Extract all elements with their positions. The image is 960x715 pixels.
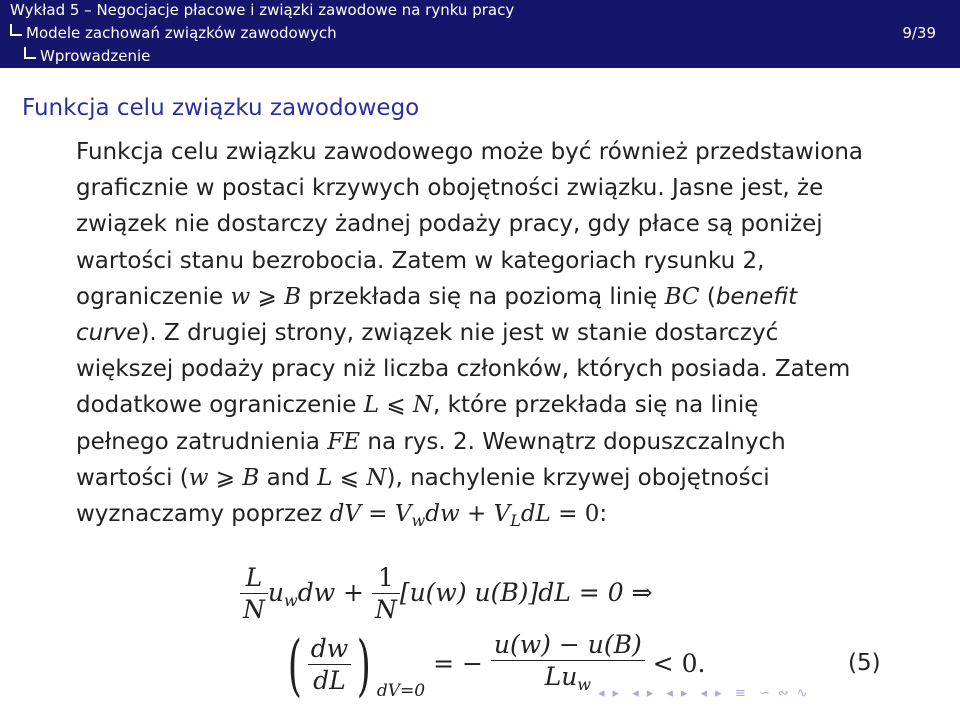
nav-next-subsection-icon[interactable]: ▸ bbox=[715, 686, 723, 701]
breadcrumb-subsection[interactable] bbox=[10, 46, 150, 66]
math-var: B bbox=[242, 464, 260, 491]
math-op: ⩽ bbox=[339, 464, 360, 491]
math-var: dL bbox=[520, 500, 551, 527]
math-op: = bbox=[361, 500, 395, 527]
nav-next-section-icon[interactable]: ▸ bbox=[680, 686, 689, 701]
text: ( bbox=[706, 283, 716, 310]
breadcrumb-hook-icon bbox=[24, 47, 36, 59]
math-op: = 0 bbox=[550, 500, 600, 527]
math-op: = − bbox=[433, 649, 483, 678]
text: na rys. 2. Wewnątrz dopuszczalnych bbox=[367, 428, 786, 455]
text: , które przekłada się na linię bbox=[433, 392, 759, 419]
math-var: FE bbox=[327, 428, 361, 455]
paragraph-line bbox=[76, 279, 946, 315]
body-paragraph bbox=[76, 134, 946, 532]
nav-prev-slide-icon[interactable]: ◂ bbox=[632, 686, 640, 701]
section-label: Modele zachowań związków zawodowych bbox=[26, 24, 337, 42]
math-var: w bbox=[188, 464, 209, 491]
nav-prev-frame-icon[interactable]: ◂ bbox=[598, 686, 606, 701]
math-op: ⩾ bbox=[215, 464, 236, 491]
text: większej podaży pracy niż liczba członków, których posiada. Zatem bbox=[76, 356, 851, 383]
fraction-numerator: 1 bbox=[377, 563, 394, 592]
text: związek nie dostarczy żadnej podaży pracy, gdy płace są poniżej bbox=[76, 211, 823, 238]
text: wyznaczamy poprzez bbox=[76, 500, 323, 527]
nav-search-icon[interactable]: ∾ bbox=[777, 686, 790, 701]
lecture-title: Wykład 5 – Negocjacje płacowe i związki zawodowe na rynku pracy bbox=[10, 1, 515, 19]
left-paren: ( bbox=[287, 626, 302, 704]
text: wartości ( bbox=[76, 464, 189, 491]
text: ), nachylenie krzywej obojętności bbox=[386, 464, 770, 491]
fraction-L-over-N bbox=[240, 563, 268, 626]
paragraph-line bbox=[76, 460, 946, 496]
breadcrumb-hook-icon bbox=[10, 24, 22, 36]
math-op: + bbox=[459, 500, 494, 527]
breadcrumb-section[interactable] bbox=[10, 23, 337, 43]
math-var: dV bbox=[329, 500, 361, 527]
math-subscript: L bbox=[510, 510, 521, 530]
math-var: N bbox=[366, 464, 387, 491]
paragraph-line bbox=[76, 243, 946, 279]
fraction-dw-over-dL bbox=[308, 634, 351, 697]
fraction-1-over-N bbox=[372, 563, 400, 626]
text: : bbox=[599, 500, 608, 527]
paragraph-line bbox=[76, 170, 946, 206]
math-expr: dw + bbox=[297, 578, 372, 607]
math-op: ⩽ bbox=[386, 392, 406, 419]
nav-outline-icon[interactable]: ≡ bbox=[734, 686, 747, 701]
text-italic: benefit bbox=[715, 283, 798, 310]
fraction-numerator: L bbox=[245, 563, 263, 592]
paragraph-line bbox=[76, 315, 946, 351]
paragraph-line bbox=[76, 206, 946, 242]
right-paren: ) bbox=[356, 626, 372, 704]
equation-line-1 bbox=[240, 563, 653, 626]
header-bar bbox=[0, 0, 960, 68]
text-italic: curve bbox=[76, 319, 141, 346]
paragraph-line bbox=[76, 351, 946, 387]
math-subscript: w bbox=[411, 510, 426, 530]
nav-forward-icon[interactable]: ∿ bbox=[796, 686, 809, 701]
fraction-denominator: N bbox=[372, 593, 400, 626]
text: dodatkowe ograniczenie bbox=[76, 392, 357, 419]
subsection-label: Wprowadzenie bbox=[40, 47, 151, 65]
math-subscript: w bbox=[283, 591, 298, 610]
fraction-denominator: N bbox=[240, 593, 268, 626]
math-subscript: w bbox=[577, 675, 591, 694]
text: Funkcja celu związku zawodowego może być również przedstawiona bbox=[76, 139, 863, 165]
paragraph-line bbox=[76, 134, 946, 170]
text: and bbox=[266, 464, 310, 491]
text: ). Z drugiej strony, związek nie jest w stanie dostarczyć bbox=[140, 319, 779, 346]
nav-back-icon[interactable]: ∽ bbox=[758, 686, 771, 701]
nav-next-frame-icon[interactable]: ▸ bbox=[612, 686, 621, 701]
math-var: V bbox=[394, 500, 412, 527]
text: przekłada się na poziomą linię bbox=[308, 283, 658, 310]
nav-prev-section-icon[interactable]: ◂ bbox=[666, 686, 674, 701]
frame-title: Funkcja celu związku zawodowego bbox=[22, 95, 420, 121]
fraction-numerator: u(w) − u(B) bbox=[493, 630, 642, 659]
nav-prev-subsection-icon[interactable]: ◂ bbox=[700, 686, 709, 701]
math-expr: [u(w) u(B)]dL = 0 ⇒ bbox=[399, 578, 653, 607]
math-op: ⩾ bbox=[257, 283, 277, 310]
math-var: L bbox=[317, 464, 333, 491]
math-var: dw bbox=[425, 500, 460, 527]
nav-next-slide-icon[interactable]: ▸ bbox=[646, 686, 655, 701]
fraction-numerator: dw bbox=[310, 634, 349, 663]
paragraph-line bbox=[76, 387, 946, 423]
fraction-denominator: dL bbox=[308, 664, 351, 697]
math-var: L bbox=[363, 392, 379, 419]
math-var: BC bbox=[664, 283, 700, 310]
math-var: N bbox=[412, 392, 434, 419]
page-number: 9/39 bbox=[902, 24, 936, 42]
equation-number: (5) bbox=[848, 650, 881, 676]
math-var: B bbox=[284, 283, 301, 310]
math-var: V bbox=[493, 500, 511, 527]
math-op: < 0. bbox=[652, 649, 706, 678]
math-var: u bbox=[267, 578, 284, 607]
paragraph-line bbox=[76, 424, 946, 460]
text: wartości stanu bezrobocia. Zatem w kategoriach rysunku 2, bbox=[76, 247, 765, 274]
beamer-navigation bbox=[598, 686, 816, 708]
denominator-text: Lu bbox=[544, 662, 578, 691]
paragraph-line bbox=[76, 496, 946, 532]
text: graficznie w postaci krzywych obojętności związku. Jasne jest, że bbox=[76, 175, 824, 202]
text: ograniczenie bbox=[76, 283, 224, 310]
text: pełnego zatrudnienia bbox=[76, 428, 320, 455]
math-subscript: dV=0 bbox=[376, 681, 426, 701]
math-var: w bbox=[230, 283, 251, 310]
